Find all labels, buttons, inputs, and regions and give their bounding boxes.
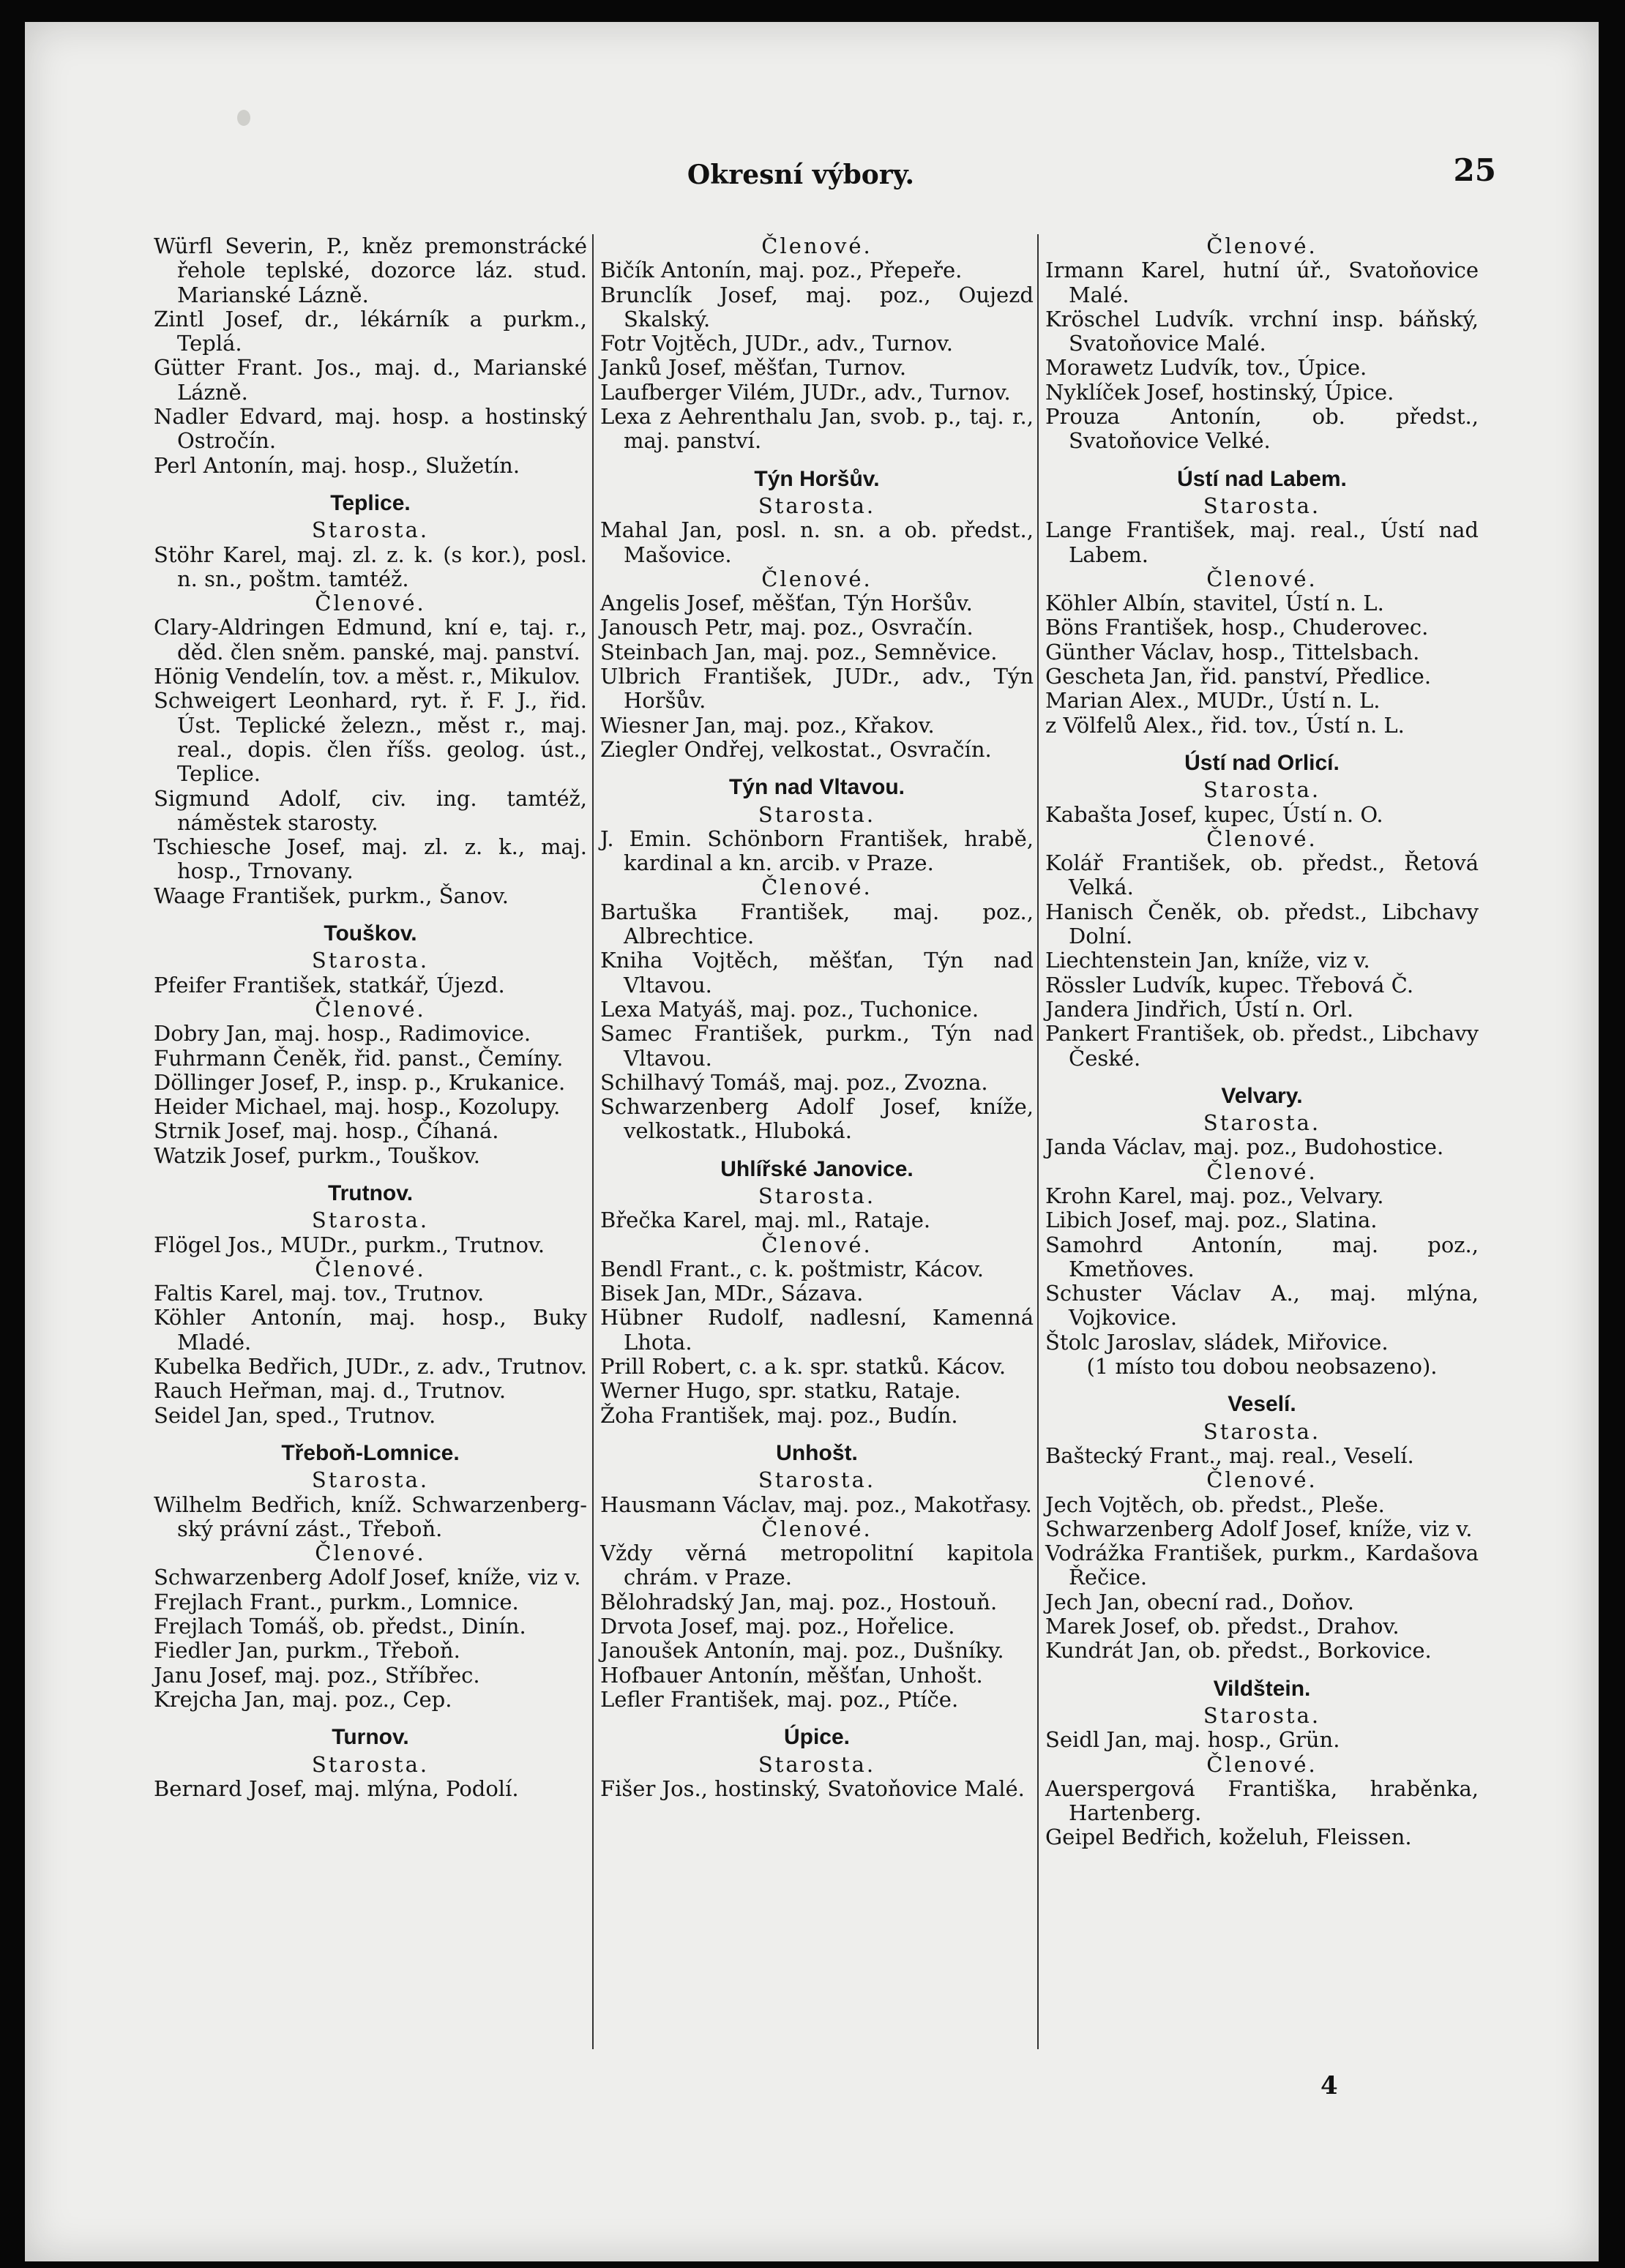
member-entry: Janu Josef, maj. poz., Stříbřec.: [154, 1662, 480, 1688]
member-entry: Seidel Jan, sped., Trutnov.: [154, 1402, 436, 1428]
district-heading: Veselí.: [1228, 1392, 1296, 1417]
member-entry: Janků Josef, měšťan, Turnov.: [600, 355, 907, 381]
text-column-2: [600, 234, 1034, 1801]
member-entry: Vodrážka František, purkm., Kardašova Řečice.: [1045, 1541, 1479, 1590]
member-entry: Prill Robert, c. a k. spr. statků. Kácov.: [600, 1354, 1006, 1380]
member-entry: Faltis Karel, maj. tov., Trutnov.: [154, 1281, 485, 1306]
member-entry: Flögel Jos., MUDr., purkm., Trutnov.: [154, 1232, 545, 1257]
role-label: Členové.: [1206, 1751, 1318, 1777]
column-rule: [1037, 234, 1039, 2049]
member-entry: Frejlach Frant., purkm., Lomnice.: [154, 1589, 519, 1614]
district-heading: Teplice.: [330, 490, 411, 515]
page-number: 25: [1453, 152, 1496, 188]
member-entry: J. Emin. Schönborn František, hrabě, kardinal a kn. arcib. v Praze.: [600, 826, 1034, 876]
member-entry: Drvota Josef, maj. poz., Hořelice.: [600, 1614, 955, 1639]
member-entry: Marian Alex., MUDr., Ústí n. L.: [1045, 688, 1381, 714]
role-label: Členové.: [761, 1232, 873, 1257]
role-label: Členové.: [761, 233, 873, 258]
district-heading: Týn nad Vltavou.: [728, 775, 905, 800]
member-entry: Werner Hugo, spr. statku, Rataje.: [600, 1378, 961, 1404]
member-entry: Morawetz Ludvík, tov., Úpice.: [1045, 355, 1367, 381]
role-label: Starosta.: [758, 493, 876, 518]
role-label: Členové.: [315, 1256, 426, 1281]
role-label: Členové.: [1206, 233, 1318, 258]
member-entry: Jech Vojtěch, ob. předst., Pleše.: [1045, 1492, 1385, 1517]
member-entry: Köhler Albín, stavitel, Ústí n. L.: [1045, 591, 1384, 616]
role-label: Členové.: [315, 996, 426, 1022]
district-heading: Velvary.: [1221, 1083, 1303, 1108]
member-entry: Lange František, maj. real., Ústí nad Labem.: [1045, 517, 1479, 567]
page-header: [25, 146, 1599, 198]
member-entry: Nadler Edvard, maj. hosp. a hostinský Ostročín.: [154, 404, 587, 454]
role-label: Členové.: [761, 1516, 873, 1541]
member-entry: Kubelka Bedřich, JUDr., z. adv., Trutnov.: [154, 1354, 587, 1380]
member-entry: Kröschel Ludvík. vrchní insp. báňský, Svatoňovice Malé.: [1045, 306, 1479, 356]
member-entry: Žoha František, maj. poz., Budín.: [600, 1402, 958, 1428]
document-page: [25, 22, 1599, 2261]
member-entry: Wilhelm Bedřich, kníž. Schwarzenberg-ský právní zást., Třeboň.: [154, 1492, 587, 1541]
member-entry: Rauch Heřman, maj. d., Trutnov.: [154, 1378, 507, 1404]
running-title: Okresní výbory.: [687, 160, 915, 190]
column-rule: [592, 234, 594, 2049]
member-entry: Clary-Aldringen Edmund, kní e, taj. r., děd. člen sněm. panské, maj. panství.: [154, 615, 587, 665]
role-label: Členové.: [761, 566, 873, 591]
member-entry: Dobry Jan, maj. hosp., Radimovice.: [154, 1021, 531, 1047]
role-label: Starosta.: [758, 801, 876, 827]
member-entry: Fiedler Jan, purkm., Třeboň.: [154, 1638, 460, 1663]
member-entry: Nyklíček Josef, hostinský, Úpice.: [1045, 379, 1394, 405]
member-entry: Vždy věrná metropolitní kapitola chrám. v Praze.: [600, 1541, 1034, 1590]
member-entry: Heider Michael, maj. hosp., Kozolupy.: [154, 1094, 561, 1120]
member-entry: Bisek Jan, MDr., Sázava.: [600, 1281, 864, 1306]
member-entry: Watzik Josef, purkm., Touškov.: [154, 1142, 480, 1168]
member-entry: Břečka Karel, maj. ml., Rataje.: [600, 1208, 931, 1233]
member-entry: Tschiesche Josef, maj. zl. z. k., maj. hosp., Trnovany.: [154, 834, 587, 884]
member-entry: Hönig Vendelín, tov. a měst. r., Mikulov.: [154, 664, 581, 689]
member-entry: Schwarzenberg Adolf Josef, kníže, velkostatk., Hluboká.: [600, 1094, 1034, 1144]
member-entry: Günther Václav, hosp., Tittelsbach.: [1045, 639, 1420, 665]
role-label: Starosta.: [311, 1467, 430, 1493]
member-entry: Stöhr Karel, maj. zl. z. k. (s kor.), posl. n. sn., poštm. tamtéž.: [154, 542, 587, 591]
member-entry: Bartuška František, maj. poz., Albrechtice.: [600, 899, 1034, 949]
role-label: Starosta.: [758, 1751, 876, 1777]
member-entry: Schwarzenberg Adolf Josef, kníže, viz v.: [154, 1565, 581, 1590]
role-label: Členové.: [1206, 1159, 1318, 1184]
role-label: Členové.: [1206, 566, 1318, 591]
member-entry: Kundrát Jan, ob. předst., Borkovice.: [1045, 1638, 1432, 1663]
district-heading: Trutnov.: [327, 1180, 414, 1205]
role-label: Členové.: [761, 875, 873, 900]
member-entry: Rössler Ludvík, kupec. Třebová Č.: [1045, 972, 1414, 998]
district-heading: Unhošt.: [776, 1440, 858, 1465]
member-entry: Bičík Antonín, maj. poz., Přepeře.: [600, 258, 963, 283]
text-column-1: [154, 234, 587, 1801]
member-entry: Baštecký Frant., maj. real., Veselí.: [1045, 1442, 1414, 1468]
member-entry: Mahal Jan, posl. n. sn. a ob. předst., Mašovice.: [600, 517, 1034, 567]
member-entry: Angelis Josef, měšťan, Týn Horšův.: [600, 591, 973, 616]
member-entry: Kolář František, ob. předst., Řetová Velká.: [1045, 850, 1479, 900]
role-label: Členové.: [1206, 1467, 1318, 1493]
role-label: Starosta.: [311, 948, 430, 973]
member-entry: Janoušek Antonín, maj. poz., Dušníky.: [600, 1638, 1004, 1663]
member-entry: Hofbauer Antonín, měšťan, Unhošt.: [600, 1662, 983, 1688]
member-entry: Waage František, purkm., Šanov.: [154, 883, 509, 908]
member-entry: Kabašta Josef, kupec, Ústí n. O.: [1045, 801, 1383, 827]
member-entry: Geipel Bedřich, koželuh, Fleissen.: [1045, 1824, 1412, 1850]
district-heading: Touškov.: [324, 921, 417, 946]
member-entry: Lexa Matyáš, maj. poz., Tuchonice.: [600, 996, 979, 1022]
member-entry: Prouza Antonín, ob. předst., Svatoňovice Velké.: [1045, 404, 1479, 454]
note-text: (1 místo tou dobou neobsazeno).: [1086, 1354, 1438, 1380]
role-label: Členové.: [1206, 826, 1318, 851]
member-entry: Schwarzenberg Adolf Josef, kníže, viz v.: [1045, 1516, 1473, 1541]
member-entry: Štolc Jaroslav, sládek, Miřovice.: [1045, 1329, 1389, 1355]
member-entry: Seidl Jan, maj. hosp., Grün.: [1045, 1727, 1340, 1753]
role-label: Starosta.: [1203, 493, 1321, 518]
role-label: Starosta.: [311, 1751, 430, 1777]
role-label: Členové.: [315, 591, 426, 616]
member-entry: Janda Václav, maj. poz., Budohostice.: [1045, 1134, 1444, 1160]
member-entry: Samec František, purkm., Týn nad Vltavou.: [600, 1021, 1034, 1071]
member-entry: Frejlach Tomáš, ob. předst., Dinín.: [154, 1614, 526, 1639]
member-entry: Perl Antonín, maj. hosp., Služetín.: [154, 452, 520, 478]
member-entry: Krejcha Jan, maj. poz., Cep.: [154, 1686, 452, 1712]
member-entry: Liechtenstein Jan, kníže, viz v.: [1045, 948, 1370, 973]
paper-stain: [237, 110, 250, 126]
member-entry: Zintl Josef, dr., lékárník a purkm., Teplá.: [154, 306, 587, 356]
member-entry: Würfl Severin, P., kněz premonstrácké řehole teplské, dozorce láz. stud. Marianské Lázně.: [154, 233, 587, 307]
member-entry: Köhler Antonín, maj. hosp., Buky Mladé.: [154, 1305, 587, 1355]
role-label: Starosta.: [1203, 1702, 1321, 1728]
member-entry: Hanisch Čeněk, ob. předst., Libchavy Dolní.: [1045, 899, 1479, 949]
member-entry: Janousch Petr, maj. poz., Osvračín.: [600, 615, 974, 640]
member-entry: Pfeifer František, statkář, Újezd.: [154, 972, 505, 998]
district-heading: Turnov.: [332, 1725, 409, 1750]
signature-mark: 4: [1320, 2071, 1338, 2100]
member-entry: Gütter Frant. Jos., maj. d., Marianské Lázně.: [154, 355, 587, 405]
role-label: Starosta.: [1203, 1418, 1321, 1444]
member-entry: Lefler František, maj. poz., Ptíče.: [600, 1686, 959, 1712]
member-entry: Laufberger Vilém, JUDr., adv., Turnov.: [600, 379, 1011, 405]
member-entry: Strnik Josef, maj. hosp., Číhaná.: [154, 1118, 499, 1144]
member-entry: Marek Josef, ob. předst., Drahov.: [1045, 1614, 1400, 1639]
district-heading: Týn Horšův.: [754, 466, 880, 491]
member-entry: Pankert František, ob. předst., Libchavy České.: [1045, 1021, 1479, 1071]
member-entry: Krohn Karel, maj. poz., Velvary.: [1045, 1183, 1384, 1208]
district-heading: Vildštein.: [1213, 1676, 1311, 1701]
member-entry: Bendl Frant., c. k. poštmistr, Kácov.: [600, 1256, 984, 1281]
member-entry: Jandera Jindřich, Ústí n. Orl.: [1045, 996, 1354, 1022]
member-entry: Schweigert Leonhard, ryt. ř. F. J., řid. Úst. Teplické železn., měst r., maj. real., dopis. člen říšs. geolog. úst., Teplice.: [154, 688, 587, 787]
member-entry: Lexa z Aehrenthalu Jan, svob. p., taj. r., maj. panství.: [600, 404, 1034, 454]
role-label: Členové.: [315, 1541, 426, 1566]
member-entry: Schuster Václav A., maj. mlýna, Vojkovice.: [1045, 1281, 1479, 1331]
member-entry: Steinbach Jan, maj. poz., Semněvice.: [600, 639, 998, 665]
member-entry: Samohrd Antonín, maj. poz., Kmetňoves.: [1045, 1232, 1479, 1281]
member-entry: Gescheta Jan, řid. panství, Předlice.: [1045, 664, 1432, 689]
member-entry: Ulbrich František, JUDr., adv., Týn Horšův.: [600, 664, 1034, 714]
role-label: Starosta.: [311, 517, 430, 543]
district-heading: Ústí nad Labem.: [1177, 466, 1347, 491]
member-entry: Jech Jan, obecní rad., Doňov.: [1045, 1589, 1354, 1614]
district-heading: Ústí nad Orlicí.: [1184, 750, 1340, 775]
member-entry: Fišer Jos., hostinský, Svatoňovice Malé.: [600, 1775, 1025, 1801]
member-entry: z Völfelů Alex., řid. tov., Ústí n. L.: [1045, 712, 1405, 738]
member-entry: Irmann Karel, hutní úř., Svatoňovice Malé.: [1045, 258, 1479, 307]
member-entry: Bělohradský Jan, maj. poz., Hostouň.: [600, 1589, 998, 1614]
role-label: Starosta.: [1203, 777, 1321, 803]
member-entry: Ziegler Ondřej, velkostat., Osvračín.: [600, 736, 992, 762]
member-entry: Kniha Vojtěch, měšťan, Týn nad Vltavou.: [600, 948, 1034, 998]
role-label: Starosta.: [758, 1467, 876, 1493]
member-entry: Hausmann Václav, maj. poz., Makotřasy.: [600, 1492, 1032, 1517]
member-entry: Sigmund Adolf, civ. ing. tamtéž, náměstek starosty.: [154, 785, 587, 835]
member-entry: Schilhavý Tomáš, maj. poz., Zvozna.: [600, 1069, 988, 1095]
district-heading: Třeboň-Lomnice.: [281, 1440, 460, 1465]
member-entry: Döllinger Josef, P., insp. p., Krukanice.: [154, 1069, 566, 1095]
text-column-3: [1045, 234, 1479, 1850]
member-entry: Brunclík Josef, maj. poz., Oujezd Skalský.: [600, 282, 1034, 332]
district-heading: Uhlířské Janovice.: [720, 1156, 914, 1181]
member-entry: Bernard Josef, maj. mlýna, Podolí.: [154, 1775, 519, 1801]
role-label: Starosta.: [758, 1183, 876, 1208]
role-label: Starosta.: [311, 1208, 430, 1233]
member-entry: Auerspergová Františka, hraběnka, Hartenberg.: [1045, 1775, 1479, 1826]
member-entry: Wiesner Jan, maj. poz., Křakov.: [600, 712, 935, 738]
member-entry: Libich Josef, maj. poz., Slatina.: [1045, 1208, 1378, 1233]
member-entry: Fotr Vojtěch, JUDr., adv., Turnov.: [600, 331, 953, 356]
district-heading: Úpice.: [783, 1725, 851, 1750]
role-label: Starosta.: [1203, 1110, 1321, 1136]
member-entry: Böns František, hosp., Chuderovec.: [1045, 615, 1429, 640]
member-entry: Fuhrmann Čeněk, řid. panst., Čemíny.: [154, 1045, 564, 1071]
member-entry: Hübner Rudolf, nadlesní, Kamenná Lhota.: [600, 1305, 1034, 1355]
